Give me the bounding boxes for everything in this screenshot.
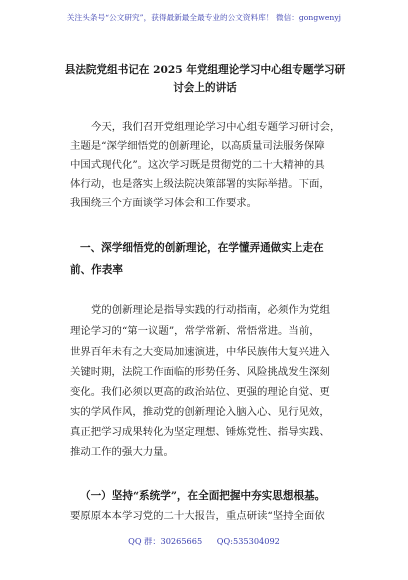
document-title-line-1: 县法院党组书记在 2025 年党组理论学习中心组专题学习研 bbox=[64, 64, 346, 76]
section1-line-6: 实的学风作风，推动党的创新理论入脑入心、见行见效， bbox=[70, 406, 330, 418]
section-heading-1-line-1: 一、深学细悟党的创新理论，在学懂弄通做实上走在 bbox=[80, 242, 324, 254]
section1-line-2: 理论学习的“第一议题”，常学常新、常悟常进。当前， bbox=[70, 325, 320, 337]
section1-line-7: 真正把学习成果转化为坚定理想、锤炼党性、指导实践、 bbox=[70, 426, 330, 438]
header-banner: 关注头条号“公文研究”，获得最新最全最专业的公文资料库！ 微信：gongwenyj bbox=[66, 13, 342, 22]
intro-line-1: 今天，我们召开党组理论学习中心组专题学习研讨会， bbox=[91, 121, 341, 133]
footer-qq-number: QQ:535304092 bbox=[216, 536, 280, 546]
intro-line-5: 我围绕三个方面谈学习体会和工作要求。 bbox=[70, 197, 258, 209]
subsection-heading-1: （一）坚持“系统学”，在全面把握中夯实思想根基。 bbox=[80, 490, 326, 502]
subsection1-line-1: 要原原本本学习党的二十大报告，重点研读“坚持全面依 bbox=[70, 510, 325, 522]
section1-line-3: 世界百年未有之大变局加速演进，中华民族伟大复兴进入 bbox=[70, 346, 330, 358]
footer-qq-group: QQ 群：30265665 bbox=[128, 536, 203, 546]
footer-contact bbox=[0, 536, 408, 547]
document-title-line-2: 讨会上的讲话 bbox=[173, 82, 237, 94]
section-heading-1-line-2: 前、作表率 bbox=[70, 264, 123, 276]
intro-line-3: 中国式现代化”。这次学习既是贯彻党的二十大精神的具 bbox=[70, 159, 325, 171]
section1-line-8: 推动工作的强大力量。 bbox=[70, 446, 174, 458]
section1-line-5: 变化。我们必须以更高的政治站位、更强的理论自觉、更 bbox=[70, 386, 330, 398]
section1-line-4: 关键时期，法院工作面临的形势任务、风险挑战发生深刻 bbox=[70, 366, 330, 378]
intro-line-4: 体行动，也是落实上级法院决策部署的实际举措。下面， bbox=[70, 178, 330, 190]
section1-line-1: 党的创新理论是指导实践的行动指南，必须作为党组 bbox=[91, 304, 330, 316]
intro-line-2: 主题是“深学细悟党的创新理论，以高质量司法服务保障 bbox=[70, 140, 325, 152]
